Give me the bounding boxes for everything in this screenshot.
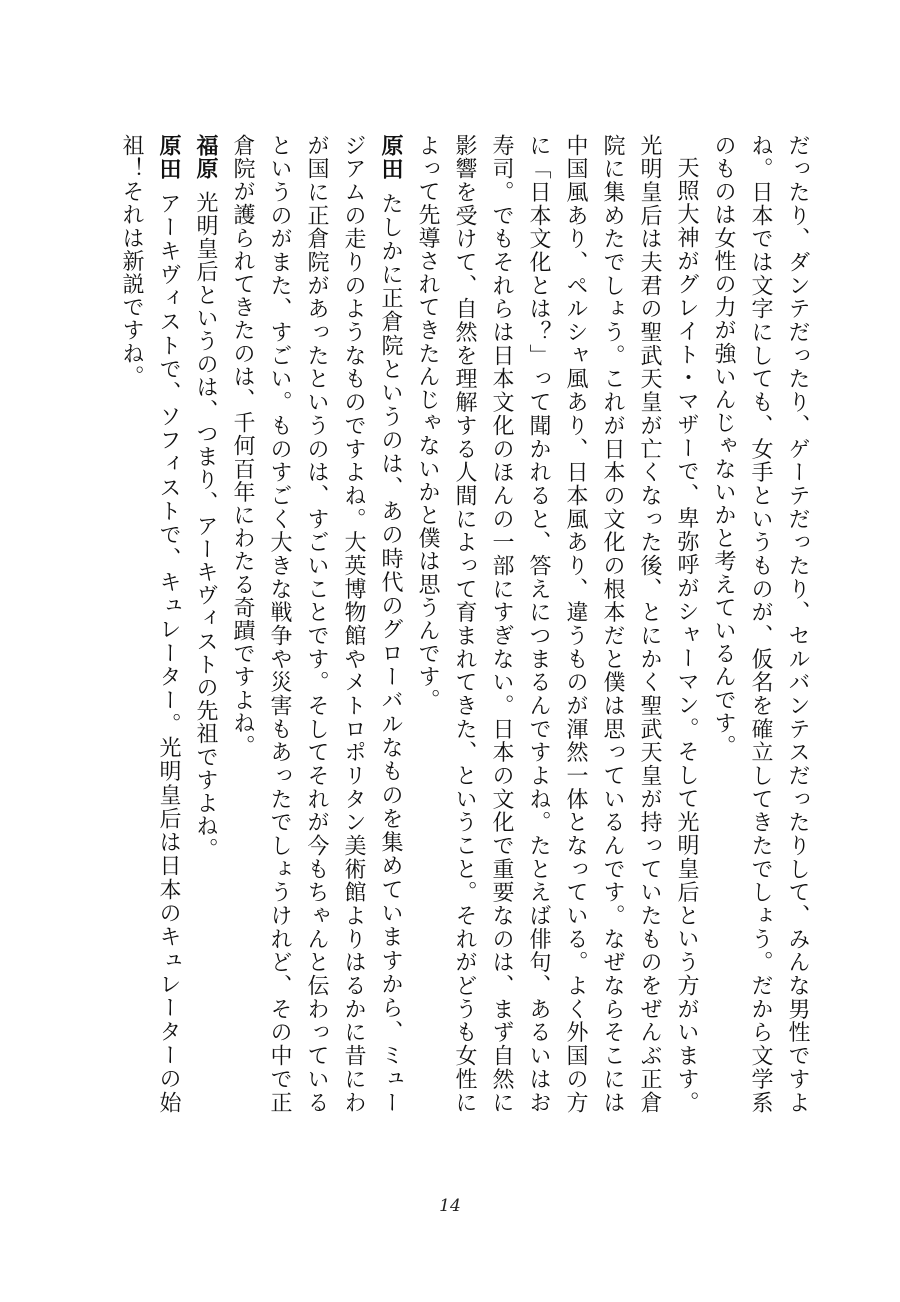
speaker-label: 原田 [156, 134, 181, 182]
paragraph-text: だったり、ダンテだったり、ゲーテだったり、セルバンテスだったりして、みんな男性ですよね。日本では文字にしても、女手というものが、仮名を確立してきたでしょう。だから文学系のものは女性の力が強いんじゃないかと考えているんです。 [711, 134, 810, 1114]
paragraph-text: 天照大神がグレイト・マザーで、卑弥呼がシャーマン。そして光明皇后という方がいます。光明皇后は夫君の聖武天皇が亡くなった後、とにかく聖武天皇が持っていたものをぜんぶ正倉院に集めたでしょう。これが日本の文化の根本だと僕は思っているんです。なぜならそこには中国風あり、ペルシャ風あり、日本風あり、違うものが渾然一体となっている。よく外国の方に「日本文化とは？」って聞かれると、答えにつまるんですよね。たとえば俳句、あるいはお寿司。でもそれらは日本文化のほんの一部にすぎない。日本の文化で重要なのは、まず自然に影響を受けて、自然を理解する人間によって育まれてきた、ということ。それがどうも女性によって先導されてきたんじゃないかと僕は思うんです。 [415, 134, 699, 1114]
paragraph-harada-2 [113, 134, 187, 1114]
speaker-label: 原田 [378, 134, 403, 182]
paragraph-text: たしかに正倉院というのは、あの時代のグローバルなものを集めていますから、ミュージアムの走りのようなものですよね。大英博物館やメトロポリタン美術館よりはるかに昔にわが国に正倉院があったというのは、すごいことです。そしてそれが今もちゃんと伝わっているというのがまた、すごい。ものすごく大きな戦争や災害もあったでしょうけれど、その中で正倉院が護られてきたのは、千何百年にわたる奇蹟ですよね。 [230, 134, 403, 1114]
paragraph-harada-1 [224, 134, 409, 1114]
paragraph-text: 光明皇后というのは、つまり、アーキヴィストの先祖ですよね。 [193, 191, 218, 861]
paragraph-amaterasu [409, 134, 705, 1114]
paragraph-fukuhara [187, 134, 224, 1114]
paragraph-intro [705, 134, 816, 1114]
paragraph-text: アーキヴィストで、ソフィストで、キュレーター。光明皇后は日本のキュレーターの始祖！それは新説ですね。 [119, 134, 181, 1114]
page-number: 14 [439, 1196, 461, 1216]
vertical-text-body [96, 134, 816, 1114]
speaker-label: 福原 [193, 134, 218, 180]
